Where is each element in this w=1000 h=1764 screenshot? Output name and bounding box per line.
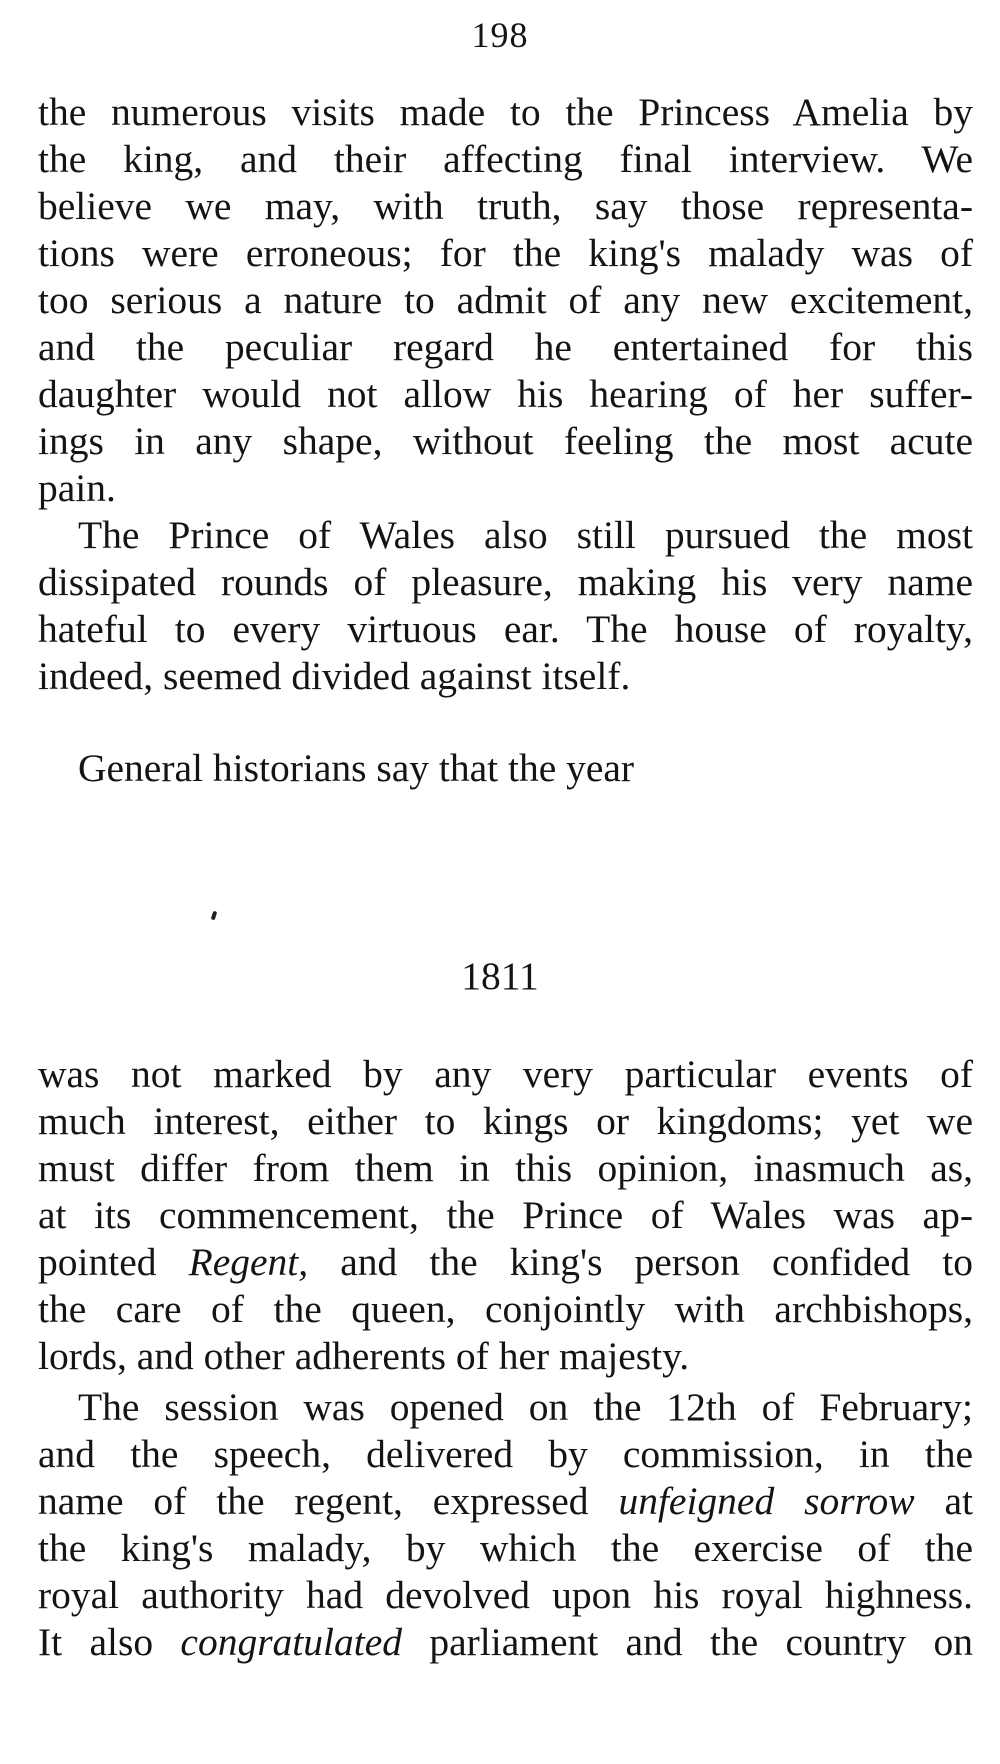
text-line: at its commencement, the Prince of Wales was ap-	[38, 1193, 973, 1237]
text-line: believe we may, with truth, say those representa-	[38, 184, 973, 228]
text-line	[38, 1236, 973, 1288]
text-line: the numerous visits made to the Princess Amelia by	[38, 90, 973, 134]
text-line: much interest, either to kings or kingdoms; yet we	[38, 1099, 973, 1143]
text-segment: parliament and the country on	[402, 1620, 973, 1664]
text-line: too serious a nature to admit of any new excitement,	[38, 278, 973, 322]
ink-speck	[211, 911, 218, 921]
text-line: hateful to every virtuous ear. The house of royalty,	[38, 607, 973, 651]
text-line	[38, 1475, 973, 1527]
text-line: daughter would not allow his hearing of her suffer-	[38, 372, 973, 416]
text-line: was not marked by any very particular events of	[38, 1052, 973, 1096]
year-heading: 1811	[461, 954, 539, 998]
text-line: dissipated rounds of pleasure, making his very name	[38, 560, 973, 604]
text-segment: pointed	[38, 1240, 189, 1284]
text-line: ings in any shape, without feeling the most acute	[38, 419, 973, 463]
text-line	[38, 1616, 973, 1668]
italic-term: congratulated	[180, 1620, 403, 1664]
text-line: must differ from them in this opinion, inasmuch as,	[38, 1146, 973, 1190]
text-line: the king's malady, by which the exercise of the	[38, 1526, 973, 1570]
text-line: the king, and their affecting final interview. We	[38, 137, 973, 181]
text-line: The session was opened on the 12th of February;	[78, 1385, 973, 1429]
text-line: and the peculiar regard he entertained for this	[38, 325, 973, 369]
paragraph-3: General historians say that the year	[78, 746, 635, 790]
text-line: and the speech, delivered by commission, in the	[38, 1432, 973, 1476]
text-segment: at	[914, 1479, 974, 1523]
text-line: royal authority had devolved upon his royal highness.	[38, 1573, 973, 1617]
text-line: pain.	[38, 466, 116, 510]
text-segment: name of the regent, expressed	[38, 1479, 619, 1523]
page-number: 198	[471, 15, 529, 55]
text-line: the care of the queen, conjointly with archbishops,	[38, 1287, 973, 1331]
text-line: lords, and other adherents of her majesty.	[38, 1334, 690, 1378]
text-line: indeed, seemed divided against itself.	[38, 654, 631, 698]
text-segment: and the king's person confided to	[308, 1240, 973, 1284]
text-segment: It also	[38, 1620, 181, 1664]
italic-term: Regent,	[188, 1240, 309, 1284]
text-line: tions were erroneous; for the king's malady was of	[38, 231, 973, 275]
text-line: The Prince of Wales also still pursued the most	[78, 513, 973, 557]
italic-term: unfeigned sorrow	[618, 1479, 915, 1523]
